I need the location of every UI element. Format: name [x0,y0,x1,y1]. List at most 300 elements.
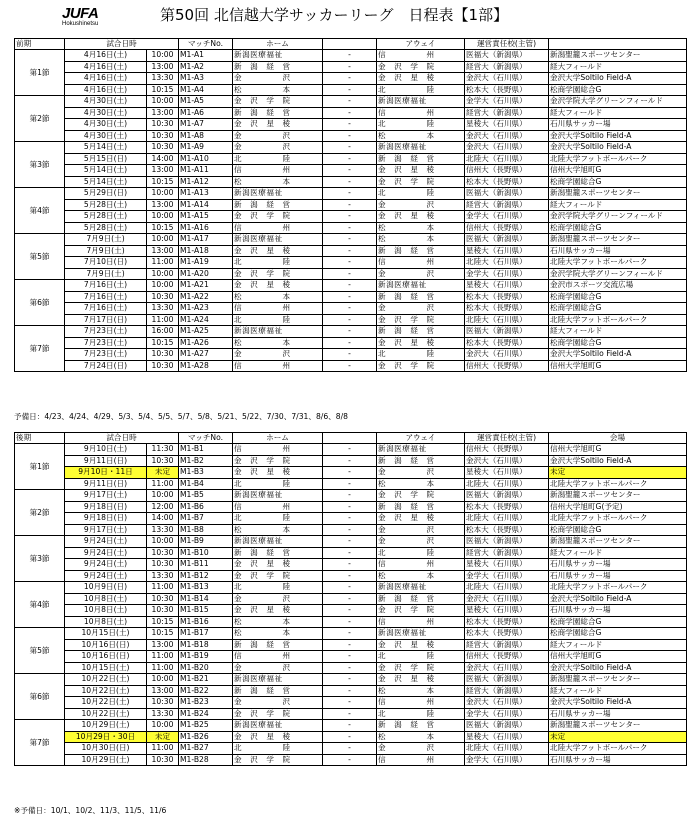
versus-dash: - [323,360,377,372]
away-team: 金 沢 [377,467,465,479]
match-venue: 金沢大学Soltilo Field-A [549,142,687,154]
table-row [15,593,687,605]
responsible-school: 医福大（新潟県） [465,490,549,502]
match-time: 13:00 [147,61,179,73]
second-half-reserve-days: ※予備日：10/1、10/2、11/3、11/5、11/6 [14,806,167,815]
away-team: 北 陸 [377,651,465,663]
home-team: 北 陸 [233,513,323,525]
header-dash [323,39,377,50]
match-date: 9月11日(日) [65,478,147,490]
table-row [15,165,687,177]
responsible-school: 医福大（新潟県） [465,326,549,338]
responsible-school: 星稜大（石川県） [465,559,549,571]
home-team: 信 州 [233,222,323,234]
away-team: 金 沢 [377,743,465,755]
match-date: 4月30日(土) [65,96,147,108]
versus-dash: - [323,754,377,766]
half-label: 後期 [15,433,65,444]
table-row [15,257,687,269]
round-label: 第7節 [15,720,65,766]
match-venue: 石川県サッカー場 [549,245,687,257]
match-number: M1-A27 [179,349,233,361]
responsible-school: 松本大（長野県） [465,84,549,96]
responsible-school: 金沢大（石川県） [465,455,549,467]
versus-dash: - [323,153,377,165]
table-row [15,662,687,674]
home-team: 北 陸 [233,153,323,165]
responsible-school: 金学大（石川県） [465,708,549,720]
table-row [15,303,687,315]
match-venue: 松商学園総合G [549,616,687,628]
match-time: 10:00 [147,280,179,292]
match-number: M1-B1 [179,444,233,456]
table-row [15,119,687,131]
match-time: 10:30 [147,119,179,131]
match-date: 7月23日(土) [65,337,147,349]
away-team: 新潟医療福祉 [377,142,465,154]
away-team: 松 本 [377,130,465,142]
match-date: 10月16日(日) [65,639,147,651]
table-row [15,50,687,62]
responsible-school: 北陸大（石川県） [465,257,549,269]
versus-dash: - [323,326,377,338]
home-team: 金 沢 星 稜 [233,119,323,131]
versus-dash: - [323,165,377,177]
match-time: 10:00 [147,211,179,223]
home-team: 松 本 [233,616,323,628]
responsible-school: 北陸大（石川県） [465,314,549,326]
match-date: 10月22日(土) [65,674,147,686]
versus-dash: - [323,234,377,246]
table-row [15,501,687,513]
match-date: 9月10日・11日 [65,467,147,479]
match-venue: 金沢大学Soltilo Field-A [549,455,687,467]
match-venue: 松商学園総合G [549,337,687,349]
responsible-school: 金沢大（石川県） [465,130,549,142]
table-row [15,234,687,246]
match-number: M1-A28 [179,360,233,372]
versus-dash: - [323,662,377,674]
header-away: アウェイ [377,39,465,50]
responsible-school: 星稜大（石川県） [465,280,549,292]
match-number: M1-A22 [179,291,233,303]
match-date: 5月14日(土) [65,176,147,188]
match-date: 7月23日(土) [65,349,147,361]
round-label: 第2節 [15,96,65,142]
match-time: 14:00 [147,153,179,165]
versus-dash: - [323,628,377,640]
responsible-school: 松本大（長野県） [465,616,549,628]
match-time: 12:00 [147,501,179,513]
responsible-school: 星稜大（石川県） [465,245,549,257]
match-date: 5月28日(土) [65,199,147,211]
away-team: 新 潟 経 営 [377,245,465,257]
away-team: 松 本 [377,685,465,697]
responsible-school: 金学大（石川県） [465,570,549,582]
header-away: アウェイ [377,433,465,444]
header-row [15,433,687,444]
responsible-school: 経営大（新潟県） [465,61,549,73]
match-venue: 新潟聖籠スポーツセンター [549,50,687,62]
away-team: 松 本 [377,478,465,490]
match-time: 10:15 [147,176,179,188]
home-team: 金 沢 [233,593,323,605]
match-venue: 石川県サッカー場 [549,570,687,582]
match-date: 7月16日(土) [65,280,147,292]
match-time: 10:30 [147,754,179,766]
away-team: 信 州 [377,559,465,571]
home-team: 北 陸 [233,743,323,755]
responsible-school: 医福大（新潟県） [465,50,549,62]
versus-dash: - [323,593,377,605]
match-date: 4月16日(土) [65,84,147,96]
match-venue: 経大フィールド [549,685,687,697]
match-date: 9月18日(日) [65,501,147,513]
table-row [15,743,687,755]
match-venue: 金沢大学Soltilo Field-A [549,697,687,709]
match-number: M1-B13 [179,582,233,594]
away-team: 北 陸 [377,349,465,361]
table-row [15,651,687,663]
match-date: 10月8日(土) [65,605,147,617]
away-team: 新潟医療福祉 [377,582,465,594]
match-time: 10:00 [147,674,179,686]
away-team: 信 州 [377,50,465,62]
responsible-school: 金沢大（石川県） [465,349,549,361]
match-number: M1-B24 [179,708,233,720]
match-time: 13:00 [147,165,179,177]
versus-dash: - [323,720,377,732]
table-row [15,570,687,582]
responsible-school: 松本大（長野県） [465,303,549,315]
header-responsible: 運営責任校(主管) [465,433,549,444]
table-row [15,467,687,479]
responsible-school: 星稜大（石川県） [465,605,549,617]
match-time: 16:00 [147,326,179,338]
home-team: 金 沢 学 院 [233,570,323,582]
match-time: 10:00 [147,96,179,108]
home-team: 新 潟 経 営 [233,685,323,697]
round-label: 第3節 [15,536,65,582]
versus-dash: - [323,708,377,720]
header-match-no: マッチNo. [179,39,233,50]
table-row [15,685,687,697]
match-venue: 北陸大学フットボールパーク [549,478,687,490]
match-venue: 北陸大学フットボールパーク [549,513,687,525]
responsible-school: 医福大（新潟県） [465,720,549,732]
match-venue: 信州大学旭町G [549,651,687,663]
home-team: 信 州 [233,501,323,513]
match-venue: 金沢大学Soltilo Field-A [549,662,687,674]
versus-dash: - [323,337,377,349]
round-label: 第6節 [15,280,65,326]
round-label: 第6節 [15,674,65,720]
match-number: M1-A7 [179,119,233,131]
versus-dash: - [323,444,377,456]
match-date: 4月16日(土) [65,50,147,62]
match-date: 5月14日(土) [65,165,147,177]
home-team: 新潟医療福祉 [233,234,323,246]
match-number: M1-B8 [179,524,233,536]
match-number: M1-B19 [179,651,233,663]
match-number: M1-B7 [179,513,233,525]
table-row [15,314,687,326]
away-team: 北 陸 [377,188,465,200]
match-venue: 新潟聖籠スポーツセンター [549,490,687,502]
match-date: 9月17日(土) [65,490,147,502]
round-label: 第1節 [15,50,65,96]
match-venue: 信州大学旭町G(予定) [549,501,687,513]
table-row [15,731,687,743]
match-date: 5月29日(日) [65,188,147,200]
match-date: 5月28日(土) [65,211,147,223]
responsible-school: 経営大（新潟県） [465,107,549,119]
away-team: 新潟医療福祉 [377,280,465,292]
match-number: M1-A12 [179,176,233,188]
responsible-school: 松本大（長野県） [465,176,549,188]
match-venue: 新潟聖籠スポーツセンター [549,234,687,246]
away-team: 新 潟 経 営 [377,326,465,338]
match-venue: 松商学園総合G [549,524,687,536]
match-venue: 新潟聖籠スポーツセンター [549,720,687,732]
match-number: M1-A9 [179,142,233,154]
match-time: 未定 [147,467,179,479]
home-team: 信 州 [233,303,323,315]
match-time: 13:30 [147,708,179,720]
match-date: 9月17日(土) [65,524,147,536]
round-label: 第1節 [15,444,65,490]
match-time: 11:00 [147,314,179,326]
versus-dash: - [323,501,377,513]
responsible-school: 北陸大（石川県） [465,153,549,165]
away-team: 金 沢 学 院 [377,662,465,674]
responsible-school: 信州大（長野県） [465,222,549,234]
match-number: M1-B11 [179,559,233,571]
responsible-school: 松本大（長野県） [465,337,549,349]
responsible-school: 医福大（新潟県） [465,234,549,246]
match-time: 10:00 [147,188,179,200]
versus-dash: - [323,268,377,280]
second-half-schedule-table [14,432,687,766]
match-time: 10:15 [147,84,179,96]
match-number: M1-A8 [179,130,233,142]
versus-dash: - [323,536,377,548]
away-team: 新 潟 経 営 [377,291,465,303]
away-team: 信 州 [377,257,465,269]
versus-dash: - [323,639,377,651]
match-venue: 金沢大学Soltilo Field-A [549,73,687,85]
versus-dash: - [323,582,377,594]
match-time: 11:00 [147,662,179,674]
table-row [15,582,687,594]
match-date: 10月22日(土) [65,708,147,720]
home-team: 新 潟 経 営 [233,547,323,559]
responsible-school: 松本大（長野県） [465,628,549,640]
jufa-logo [62,6,102,32]
match-number: M1-B23 [179,697,233,709]
versus-dash: - [323,605,377,617]
responsible-school: 松本大（長野県） [465,524,549,536]
table-row [15,245,687,257]
home-team: 信 州 [233,165,323,177]
match-time: 10:00 [147,50,179,62]
away-team: 新 潟 経 営 [377,593,465,605]
match-number: M1-B22 [179,685,233,697]
versus-dash: - [323,211,377,223]
match-date: 9月18日(日) [65,513,147,525]
home-team: 金 沢 学 院 [233,708,323,720]
match-number: M1-B12 [179,570,233,582]
first-half-schedule-table [14,38,687,372]
match-date: 7月23日(土) [65,326,147,338]
match-number: M1-B26 [179,731,233,743]
round-label: 第5節 [15,628,65,674]
match-venue: 信州大学旭町G [549,165,687,177]
match-venue: 北陸大学フットボールパーク [549,582,687,594]
table-row [15,628,687,640]
versus-dash: - [323,651,377,663]
versus-dash: - [323,96,377,108]
match-date: 10月9日(日) [65,582,147,594]
match-venue: 石川県サッカー場 [549,605,687,617]
table-row [15,616,687,628]
table-row [15,639,687,651]
away-team: 金 沢 [377,268,465,280]
home-team: 松 本 [233,84,323,96]
home-team: 金 沢 学 院 [233,211,323,223]
match-number: M1-A11 [179,165,233,177]
home-team: 松 本 [233,337,323,349]
home-team: 金 沢 [233,142,323,154]
round-label: 第5節 [15,234,65,280]
match-time: 13:00 [147,685,179,697]
match-date: 10月29日(土) [65,720,147,732]
away-team: 金 沢 [377,536,465,548]
match-venue: 石川県サッカー場 [549,754,687,766]
responsible-school: 医福大（新潟県） [465,536,549,548]
home-team: 新潟医療福祉 [233,674,323,686]
match-venue: 経大フィールド [549,639,687,651]
versus-dash: - [323,570,377,582]
match-date: 9月24日(土) [65,547,147,559]
match-number: M1-A14 [179,199,233,211]
away-team: 北 陸 [377,119,465,131]
table-row [15,268,687,280]
versus-dash: - [323,314,377,326]
table-row [15,559,687,571]
match-venue: 松商学園総合G [549,291,687,303]
match-date: 7月16日(土) [65,291,147,303]
match-number: M1-A18 [179,245,233,257]
logo-subtext: Hokushinetsu [62,21,99,27]
versus-dash: - [323,685,377,697]
match-time: 10:30 [147,291,179,303]
logo-mark: JUFA [62,5,99,22]
match-number: M1-A5 [179,96,233,108]
round-label: 第4節 [15,582,65,628]
match-number: M1-B6 [179,501,233,513]
match-time: 10:30 [147,360,179,372]
match-time: 10:30 [147,130,179,142]
responsible-school: 医福大（新潟県） [465,674,549,686]
home-team: 金 沢 [233,697,323,709]
responsible-school: 金学大（石川県） [465,96,549,108]
versus-dash: - [323,467,377,479]
half-label: 前期 [15,39,65,50]
match-time: 10:30 [147,547,179,559]
match-number: M1-A21 [179,280,233,292]
versus-dash: - [323,674,377,686]
match-number: M1-B14 [179,593,233,605]
table-row [15,130,687,142]
match-date: 10月15日(土) [65,628,147,640]
match-venue: 金沢学院大学グリーンフィールド [549,211,687,223]
match-time: 10:00 [147,720,179,732]
match-time: 11:30 [147,444,179,456]
versus-dash: - [323,199,377,211]
match-venue: 経大フィールド [549,199,687,211]
away-team: 金 沢 星 稜 [377,513,465,525]
round-label: 第4節 [15,188,65,234]
match-time: 未定 [147,731,179,743]
versus-dash: - [323,731,377,743]
home-team: 新潟医療福祉 [233,326,323,338]
home-team: 金 沢 [233,130,323,142]
responsible-school: 金学大（石川県） [465,268,549,280]
match-time: 10:30 [147,455,179,467]
home-team: 金 沢 学 院 [233,96,323,108]
table-row [15,490,687,502]
match-time: 10:15 [147,628,179,640]
away-team: 金 沢 学 院 [377,176,465,188]
match-date: 7月24日(日) [65,360,147,372]
table-row [15,96,687,108]
match-number: M1-A1 [179,50,233,62]
match-number: M1-B28 [179,754,233,766]
away-team: 新 潟 経 営 [377,501,465,513]
home-team: 金 沢 学 院 [233,754,323,766]
match-date: 7月16日(土) [65,303,147,315]
match-time: 13:00 [147,107,179,119]
table-row [15,455,687,467]
home-team: 新 潟 経 営 [233,199,323,211]
responsible-school: 医福大（新潟県） [465,188,549,200]
away-team: 新潟医療福祉 [377,444,465,456]
responsible-school: 金沢大（石川県） [465,142,549,154]
home-team: 金 沢 [233,662,323,674]
round-label: 第3節 [15,142,65,188]
header-match-no: マッチNo. [179,433,233,444]
match-time: 10:00 [147,490,179,502]
match-date: 9月11日(日) [65,455,147,467]
responsible-school: 金学大（石川県） [465,211,549,223]
versus-dash: - [323,50,377,62]
match-date: 7月9日(土) [65,234,147,246]
match-venue: 未定 [549,731,687,743]
match-date: 9月24日(土) [65,536,147,548]
match-time: 10:00 [147,234,179,246]
match-time: 14:00 [147,513,179,525]
match-number: M1-B17 [179,628,233,640]
match-date: 7月9日(土) [65,268,147,280]
match-venue: 信州大学旭町G [549,444,687,456]
home-team: 金 沢 星 稜 [233,467,323,479]
table-row [15,199,687,211]
versus-dash: - [323,188,377,200]
match-venue: 金沢市スポーツ交流広場 [549,280,687,292]
match-time: 10:30 [147,593,179,605]
match-number: M1-A19 [179,257,233,269]
